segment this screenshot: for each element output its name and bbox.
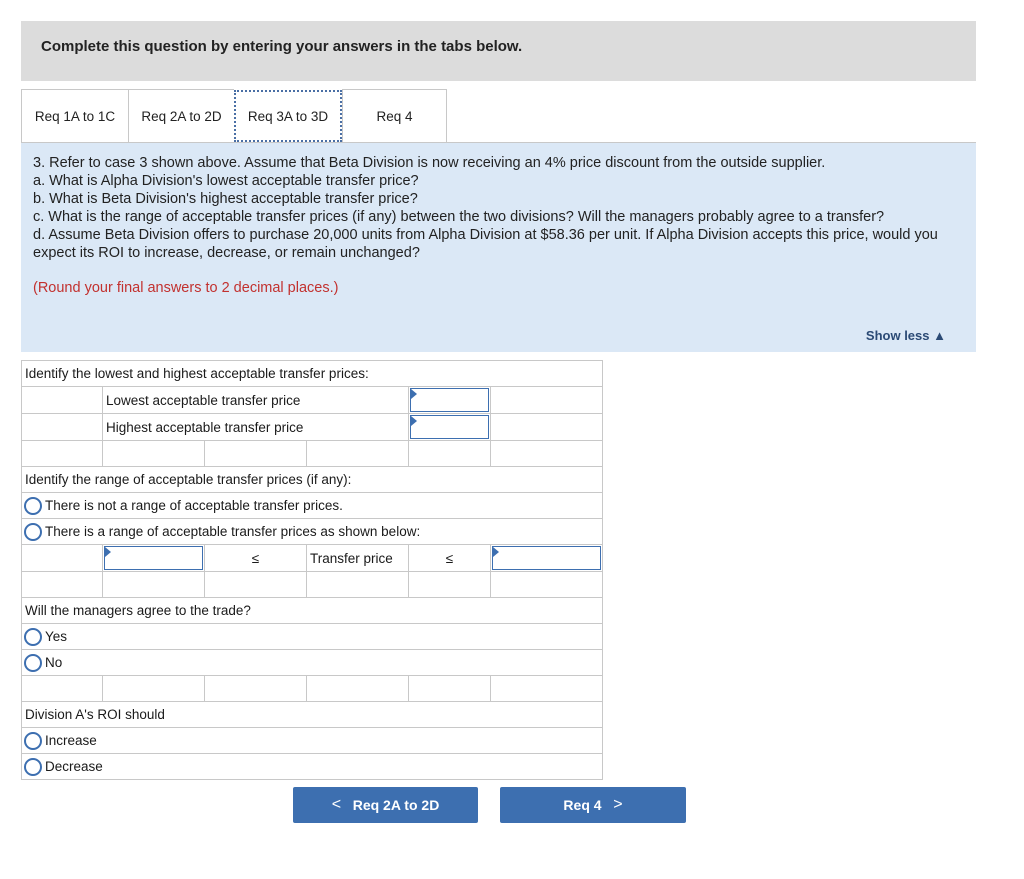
header-title: Complete this question by entering your answers in the tabs below. [41,38,523,55]
range-label: There is a range of acceptable transfer prices as shown below: [45,524,421,539]
answer-table [21,360,603,780]
tab-bar [21,89,447,143]
option-decrease[interactable] [22,754,603,780]
radio-decrease[interactable] [24,758,42,776]
identify-prices-heading: Identify the lowest and highest acceptable transfer prices: [22,361,603,387]
next-req-label: Req 4 [563,797,602,813]
question-line-b: b. What is Beta Division's highest acceptable transfer price? [33,191,418,207]
option-range[interactable] [22,519,603,545]
decrease-label: Decrease [45,759,103,774]
lte-symbol-2: ≤ [409,545,491,572]
agree-question: Will the managers agree to the trade? [22,598,603,624]
question-line-d: d. Assume Beta Division offers to purchase 20,000 units from Alpha Division at $58.36 per unit. If Alpha Division accepts this price, would you expect its ROI to increase, decrease, or remain unchanged? [33,227,938,261]
lte-symbol-1: ≤ [205,545,307,572]
radio-yes[interactable] [24,628,42,646]
option-no[interactable] [22,650,603,676]
round-note: (Round your final answers to 2 decimal places.) [33,280,339,296]
tab-req-3a-3d[interactable]: Req 3A to 3D [234,90,342,142]
tab-req-1a-1c[interactable]: Req 1A to 1C [21,89,128,143]
yes-label: Yes [45,629,68,644]
lowest-price-input[interactable] [410,388,489,412]
option-no-range[interactable] [22,493,603,519]
show-less-label: Show less [865,328,930,343]
option-yes[interactable] [22,624,603,650]
highest-price-label: Highest acceptable transfer price [103,414,409,441]
question-line-a: a. What is Alpha Division's lowest acceptable transfer price? [33,173,419,189]
radio-range[interactable] [24,523,42,541]
increase-label: Increase [45,733,97,748]
prev-req-button[interactable] [293,787,478,823]
next-req-button[interactable] [500,787,686,823]
option-increase[interactable] [22,728,603,754]
triangle-up-icon: ▲ [933,328,946,343]
tab-req-2a-2d[interactable]: Req 2A to 2D [128,89,234,143]
no-range-label: There is not a range of acceptable transfer prices. [45,498,343,513]
range-low-input[interactable] [104,546,203,570]
header-bar [21,21,976,81]
question-line-c: c. What is the range of acceptable transfer prices (if any) between the two divisions? Will the managers probably agree to a transfer? [33,209,885,225]
radio-increase[interactable] [24,732,42,750]
chevron-left-icon: < [331,796,342,813]
tab-req-4[interactable]: Req 4 [342,89,447,143]
radio-no[interactable] [24,654,42,672]
show-less-toggle[interactable] [866,327,946,345]
no-label: No [45,655,63,670]
range-high-input[interactable] [492,546,601,570]
radio-no-range[interactable] [24,497,42,515]
highest-price-input[interactable] [410,415,489,439]
prev-req-label: Req 2A to 2D [352,797,440,813]
chevron-right-icon: > [613,796,623,813]
lowest-price-label: Lowest acceptable transfer price [103,387,409,414]
identify-range-heading: Identify the range of acceptable transfer prices (if any): [22,467,603,493]
question-line-1: 3. Refer to case 3 shown above. Assume that Beta Division is now receiving an 4% price discount from the outside supplier. [33,155,826,171]
question-panel [21,143,976,352]
roi-question: Division A's ROI should [22,702,603,728]
transfer-price-label: Transfer price [307,545,409,572]
